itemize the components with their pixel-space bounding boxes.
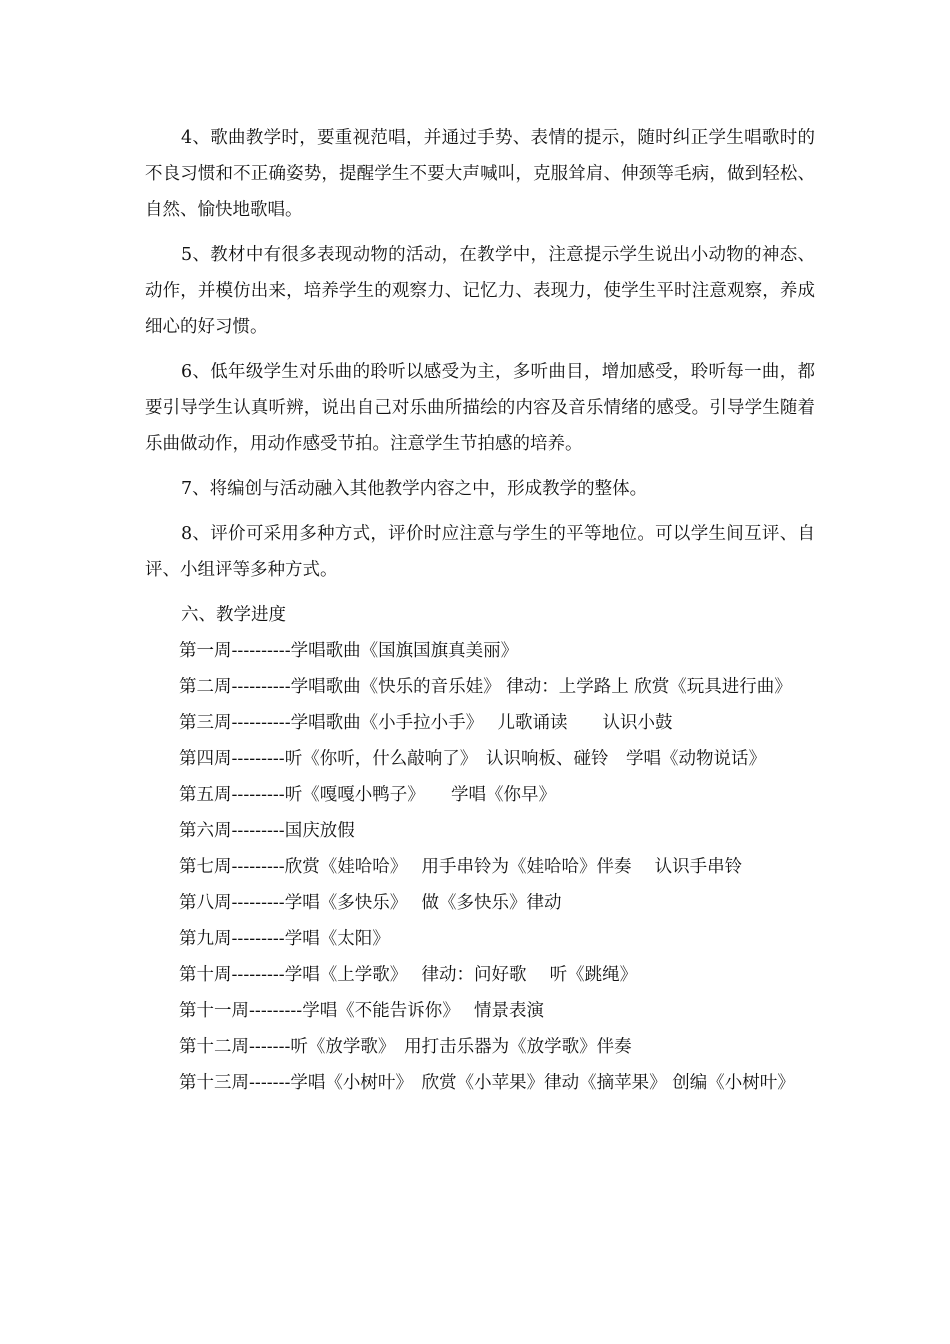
- paragraph-item-6: 6、低年级学生对乐曲的聆听以感受为主，多听曲目，增加感受，聆听每一曲，都要引导学生认真听辨，说出自己对乐曲所描绘的内容及音乐情绪的感受。引导学生随着乐曲做动作，用动作感受节拍。注意学生节拍感的培养。: [145, 362, 815, 454]
- paragraph-item-7: 7、将编创与活动融入其他教学内容之中，形成教学的整体。: [181, 479, 648, 499]
- paragraph-item-4: 4、歌曲教学时，要重视范唱，并通过手势、表情的提示，随时纠正学生唱歌时的不良习惯和不正确姿势，提醒学生不要大声喊叫，克服耸肩、伸颈等毛病，做到轻松、自然、愉快地歌唱。: [145, 128, 815, 220]
- schedule-week-13: 第十三周-------学唱《小树叶》 欣赏《小苹果》律动《摘苹果》 创编《小树叶》: [179, 1073, 795, 1093]
- schedule-week-8: 第八周---------学唱《多快乐》 做《多快乐》律动: [179, 893, 562, 913]
- section-heading: 六、教学进度: [181, 605, 286, 625]
- document-page: [145, 120, 815, 1101]
- schedule-week-12: 第十二周-------听《放学歌》 用打击乐器为《放学歌》伴奏: [179, 1037, 632, 1057]
- paragraph-item-5: 5、教材中有很多表现动物的活动，在教学中，注意提示学生说出小动物的神态、动作，并模仿出来，培养学生的观察力、记忆力、表现力，使学生平时注意观察，养成细心的好习惯。: [145, 245, 815, 337]
- schedule-week-6: 第六周---------国庆放假: [179, 821, 355, 841]
- schedule-week-11: 第十一周---------学唱《不能告诉你》 情景表演: [179, 1001, 545, 1021]
- schedule-week-5: 第五周---------听《嘎嘎小鸭子》 学唱《你早》: [179, 785, 556, 805]
- schedule-week-3: 第三周----------学唱歌曲《小手拉小手》 儿歌诵读 认识小鼓: [179, 713, 673, 733]
- schedule-week-2: 第二周----------学唱歌曲《快乐的音乐娃》 律动：上学路上 欣赏《玩具进行曲》: [179, 677, 792, 697]
- schedule-week-10: 第十周---------学唱《上学歌》 律动：问好歌 听《跳绳》: [179, 965, 638, 985]
- schedule-week-4: 第四周---------听《你听，什么敲响了》 认识响板、碰铃 学唱《动物说话》: [179, 749, 766, 769]
- schedule-week-1: 第一周----------学唱歌曲《国旗国旗真美丽》: [179, 641, 519, 661]
- schedule-week-7: 第七周---------欣赏《娃哈哈》 用手串铃为《娃哈哈》伴奏 认识手串铃: [179, 857, 743, 877]
- schedule-week-9: 第九周---------学唱《太阳》: [179, 929, 390, 949]
- paragraph-item-8: 8、评价可采用多种方式，评价时应注意与学生的平等地位。可以学生间互评、自评、小组评等多种方式。: [145, 524, 815, 580]
